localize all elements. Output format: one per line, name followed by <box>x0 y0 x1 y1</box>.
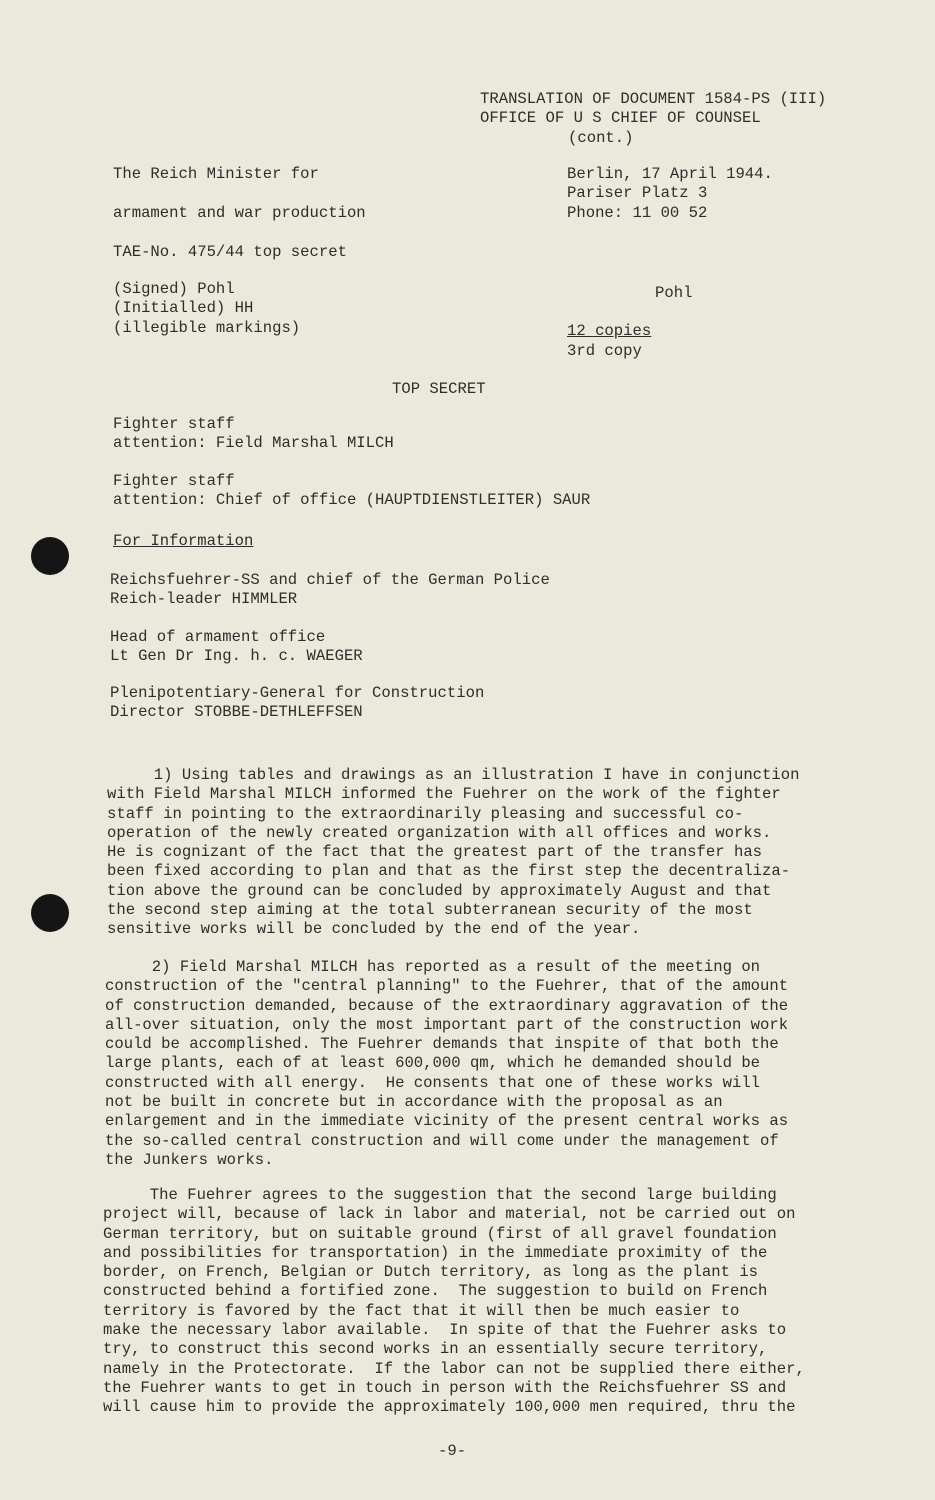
paragraph-line: The Fuehrer agrees to the suggestion that the second large building <box>103 1186 777 1204</box>
signed-line: (illegible markings) <box>113 318 301 337</box>
header-line: (cont.) <box>568 128 634 147</box>
paragraph-line: could be accomplished. The Fuehrer demands that inspite of that both the <box>105 1035 779 1054</box>
phone-line: Phone: 11 00 52 <box>567 203 708 222</box>
for-information-heading: For Information <box>113 532 254 550</box>
paragraph-line: sensitive works will be concluded by the end of the year. <box>107 920 641 939</box>
copies-count: 12 copies <box>567 322 652 340</box>
paragraph-line: project will, because of lack in labor and material, not be carried out on <box>103 1205 796 1224</box>
paragraph-line: tion above the ground can be concluded by approximately August and that <box>107 881 772 900</box>
paragraph-line: territory is favored by the fact that it will then be much easier to <box>103 1301 740 1320</box>
reference-number: TAE-No. 475/44 top secret <box>113 242 347 261</box>
recipient-line: attention: Chief of office (HAUPTDIENSTLEITER) SAUR <box>113 490 591 509</box>
paragraph-line: 2) Field Marshal MILCH has reported as a result of the meeting on <box>105 958 761 976</box>
signed-line: (Initialled) HH <box>113 299 254 318</box>
paragraph-line: with Field Marshal MILCH informed the Fuehrer on the work of the fighter <box>107 785 781 804</box>
paragraph-line: the Fuehrer wants to get in touch in person with the Reichsfuehrer SS and <box>103 1378 787 1397</box>
copy-number: 3rd copy <box>567 342 642 360</box>
paragraph-line: He is cognizant of the fact that the greatest part of the transfer has <box>107 843 763 862</box>
recipient-line: Fighter staff <box>113 415 235 433</box>
recipient-line: Fighter staff <box>113 471 235 490</box>
paragraph-line: German territory, but on suitable ground (first of all gravel foundation <box>103 1224 777 1243</box>
paragraph-line: operation of the newly created organization with all offices and works. <box>107 823 772 842</box>
paragraph-1 <box>107 766 799 940</box>
paragraph-3 <box>103 1186 805 1418</box>
sender-line: armament and war production <box>113 203 366 222</box>
recipient-line: attention: Field Marshal MILCH <box>113 434 394 453</box>
paragraph-line: enlargement and in the immediate vicinity of the present central works as <box>105 1112 789 1131</box>
info-recipient-line: Plenipotentiary-General for Construction <box>110 684 485 703</box>
paragraph-line: constructed behind a fortified zone. The suggestion to build on French <box>103 1282 768 1301</box>
paragraph-line: will cause him to provide the approximately 100,000 men required, thru the <box>103 1398 796 1417</box>
paragraph-line: border, on French, Belgian or Dutch territory, as long as the plant is <box>103 1263 759 1282</box>
signature-name: Pohl <box>655 284 693 302</box>
address-line: Pariser Platz 3 <box>567 184 708 203</box>
paragraph-line: all-over situation, only the most important part of the construction work <box>105 1015 789 1034</box>
info-recipients <box>110 571 550 723</box>
paragraph-line: the Junkers works. <box>105 1150 274 1169</box>
paragraph-line: make the necessary labor available. In spite of that the Fuehrer asks to <box>103 1321 787 1340</box>
info-recipient-line: Head of armament office <box>110 627 326 646</box>
info-recipient-line: Director STOBBE-DETHLEFFSEN <box>110 703 363 722</box>
paragraph-line: namely in the Protectorate. If the labor can not be supplied there either, <box>103 1359 805 1378</box>
place-block <box>567 165 773 223</box>
paragraph-line: try, to construct this second works in an essentially secure territory, <box>103 1340 768 1359</box>
header-line: TRANSLATION OF DOCUMENT 1584-PS (III) <box>480 90 827 108</box>
sender-block <box>113 165 366 338</box>
page-number: -9- <box>438 1442 467 1460</box>
paragraph-line: been fixed according to plan and that as the first step the decentraliza- <box>107 862 791 881</box>
recipients <box>113 415 590 510</box>
info-recipient-line: Lt Gen Dr Ing. h. c. WAEGER <box>110 646 363 665</box>
paragraph-line: the second step aiming at the total subterranean security of the most <box>107 901 753 920</box>
date-line: Berlin, 17 April 1944. <box>567 165 773 183</box>
classification: TOP SECRET <box>392 380 486 398</box>
signed-line: (Signed) Pohl <box>113 280 235 299</box>
punch-hole-bottom <box>31 894 69 932</box>
punch-hole-top <box>31 537 69 575</box>
paragraph-line: of construction demanded, because of the extraordinary aggravation of the <box>105 996 789 1015</box>
paragraph-line: 1) Using tables and drawings as an illustration I have in conjunction <box>107 766 800 784</box>
info-recipient-line: Reich-leader HIMMLER <box>110 590 298 609</box>
paragraph-line: the so-called central construction and will come under the management of <box>105 1131 779 1150</box>
info-recipient-line: Reichsfuehrer-SS and chief of the German Police <box>110 571 550 589</box>
header-line: OFFICE OF U S CHIEF OF COUNSEL <box>480 109 761 128</box>
paragraph-line: and possibilities for transportation) in the immediate proximity of the <box>103 1243 768 1262</box>
paragraph-line: large plants, each of at least 600,000 qm, which he demanded should be <box>105 1054 761 1073</box>
paragraph-line: constructed with all energy. He consents that one of these works will <box>105 1073 761 1092</box>
document-header <box>480 90 826 148</box>
paragraph-line: construction of the "central planning" to the Fuehrer, that of the amount <box>105 977 789 996</box>
sender-line: The Reich Minister for <box>113 165 319 183</box>
paragraph-line: not be built in concrete but in accordance with the proposal as an <box>105 1093 723 1112</box>
paragraph-line: staff in pointing to the extraordinarily pleasing and successful co- <box>107 804 744 823</box>
paragraph-2 <box>105 958 788 1170</box>
